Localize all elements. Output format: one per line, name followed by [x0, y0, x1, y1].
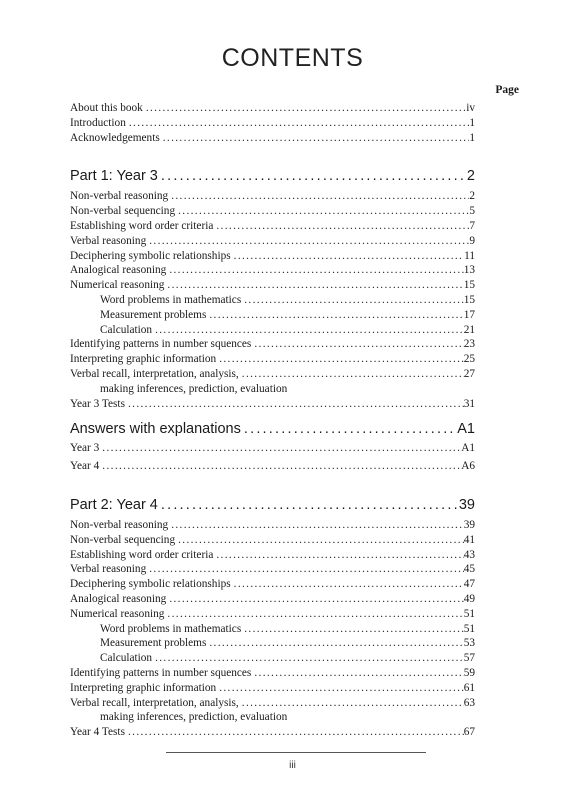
- dot-leader: [216, 548, 463, 563]
- toc-entry-label: Interpreting graphic information: [70, 353, 217, 366]
- toc-entry-page: 23: [463, 338, 475, 351]
- toc-entry[interactable]: [70, 548, 475, 563]
- dot-leader: [169, 263, 463, 278]
- toc-entry-page: 45: [463, 563, 475, 576]
- toc-entry-label: Identifying patterns in number squences: [70, 666, 252, 679]
- dot-leader: [128, 397, 464, 412]
- toc-entry-page: 39: [463, 518, 475, 531]
- toc-entry-page: 25: [463, 353, 475, 366]
- dot-leader: [254, 337, 463, 352]
- toc-entry-page: 5: [469, 205, 475, 218]
- toc-entry[interactable]: [70, 607, 475, 622]
- toc-entry-label: Establishing word order criteria: [70, 219, 214, 232]
- toc-entry-page: 31: [463, 397, 475, 410]
- toc-entry-label: Verbal recall, interpretation, analysis,: [70, 367, 239, 380]
- dot-leader: [244, 419, 457, 439]
- toc-entry-label: Measurement problems: [100, 637, 207, 650]
- dot-leader: [234, 577, 464, 592]
- toc-subentry[interactable]: [70, 308, 475, 323]
- toc-entry-page: 57: [463, 652, 475, 665]
- toc-entry-label: Verbal reasoning: [70, 234, 147, 247]
- toc-entry-label: Interpreting graphic information: [70, 681, 217, 694]
- toc-entry-page: 7: [469, 219, 475, 232]
- toc-entry-label: Deciphering symbolic relationships: [70, 578, 231, 591]
- dot-leader: [161, 495, 459, 515]
- toc-entry-continuation: [70, 710, 475, 725]
- dot-leader: [169, 592, 463, 607]
- dot-leader: [254, 666, 463, 681]
- toc-entry-introduction[interactable]: [70, 116, 475, 131]
- toc-entry[interactable]: [70, 234, 475, 249]
- toc-entry-page: 53: [463, 637, 475, 650]
- toc-entry-label: Numerical reasoning: [70, 607, 165, 620]
- dot-leader: [242, 696, 464, 711]
- dot-leader: [129, 116, 469, 131]
- toc-part-label: Part 2: Year 4: [70, 496, 158, 513]
- toc-entry-label: Analogical reasoning: [70, 264, 167, 277]
- toc-part1-heading[interactable]: [70, 166, 475, 186]
- toc-entry[interactable]: [70, 249, 475, 264]
- toc-entry-label: Analogical reasoning: [70, 592, 167, 605]
- toc-entry-label: Word problems in mathematics: [100, 622, 242, 635]
- dot-leader: [167, 607, 463, 622]
- toc-subentry[interactable]: [70, 293, 475, 308]
- dot-leader: [167, 278, 463, 293]
- toc-part-page: 2: [466, 168, 475, 185]
- toc-entry-label: Non-verbal reasoning: [70, 190, 169, 203]
- table-of-contents: [70, 101, 475, 740]
- toc-entry-page: 49: [463, 592, 475, 605]
- dot-leader: [163, 131, 470, 146]
- toc-entry[interactable]: [70, 681, 475, 696]
- toc-entry-page: 61: [463, 681, 475, 694]
- toc-entry[interactable]: [70, 204, 475, 219]
- toc-entry[interactable]: [70, 696, 475, 711]
- toc-entry-page: A6: [461, 460, 475, 473]
- toc-entry-label: Non-verbal sequencing: [70, 533, 176, 546]
- dot-leader: [209, 308, 463, 323]
- toc-entry-label: Numerical reasoning: [70, 279, 165, 292]
- toc-entry-page: 15: [463, 279, 475, 292]
- toc-entry-label: About this book: [70, 102, 143, 114]
- dot-leader: [149, 562, 463, 577]
- toc-entry[interactable]: [70, 441, 475, 456]
- toc-entry-label: Verbal reasoning: [70, 563, 147, 576]
- toc-part-page: 39: [458, 496, 475, 513]
- toc-entry-page: 59: [463, 666, 475, 679]
- toc-entry[interactable]: [70, 666, 475, 681]
- toc-answers-heading[interactable]: [70, 419, 475, 439]
- toc-entry-page: 9: [469, 234, 475, 247]
- dot-leader: [146, 101, 466, 116]
- toc-entry-page: 21: [463, 323, 475, 336]
- toc-entry[interactable]: [70, 263, 475, 278]
- toc-entry-page: 1: [469, 131, 475, 144]
- dot-leader: [209, 636, 463, 651]
- toc-entry[interactable]: [70, 562, 475, 577]
- dot-leader: [155, 651, 464, 666]
- toc-entry-label: Year 3: [70, 442, 100, 455]
- dot-leader: [161, 166, 467, 186]
- toc-entry-label: Introduction: [70, 116, 126, 129]
- toc-entry-acknowledgements[interactable]: [70, 131, 475, 146]
- toc-subentry[interactable]: [70, 651, 475, 666]
- toc-entry-label: Year 4: [70, 460, 100, 473]
- toc-entry-page: 15: [463, 293, 475, 306]
- toc-entry-page: 2: [469, 190, 475, 203]
- toc-entry-label: Calculation: [100, 323, 153, 336]
- page-title: CONTENTS: [221, 44, 364, 72]
- toc-entry[interactable]: [70, 397, 475, 412]
- toc-entry-label: Non-verbal sequencing: [70, 205, 176, 218]
- toc-entry-label: Verbal recall, interpretation, analysis,: [70, 696, 239, 709]
- toc-entry[interactable]: [70, 367, 475, 382]
- toc-entry[interactable]: [70, 189, 475, 204]
- toc-part-label: Answers with explanations: [70, 421, 241, 438]
- toc-subentry[interactable]: [70, 323, 475, 338]
- dot-leader: [244, 293, 463, 308]
- toc-entry-page: 17: [463, 308, 475, 321]
- toc-entry-page: iv: [466, 102, 475, 114]
- dot-leader: [244, 622, 463, 637]
- footer-page-number: iii: [289, 760, 296, 771]
- dot-leader: [171, 518, 464, 533]
- toc-entry[interactable]: [70, 577, 475, 592]
- toc-subentry[interactable]: [70, 636, 475, 651]
- toc-entry[interactable]: [70, 725, 475, 740]
- toc-entry-label: Deciphering symbolic relationships: [70, 249, 231, 262]
- toc-entry-page: 1: [469, 116, 475, 129]
- dot-leader: [219, 352, 464, 367]
- toc-entry-page: 11: [464, 249, 475, 262]
- toc-entry-label: Calculation: [100, 652, 153, 665]
- toc-entry-about[interactable]: [70, 101, 475, 116]
- dot-leader: [102, 459, 461, 474]
- toc-entry[interactable]: [70, 219, 475, 234]
- toc-entry[interactable]: [70, 352, 475, 367]
- toc-part-label: Part 1: Year 3: [70, 168, 158, 185]
- dot-leader: [216, 219, 469, 234]
- toc-entry-page: 43: [463, 548, 475, 561]
- dot-leader: [102, 441, 461, 456]
- dot-leader: [155, 323, 464, 338]
- dot-leader: [219, 681, 464, 696]
- toc-entry[interactable]: [70, 533, 475, 548]
- toc-entry-label: making inferences, prediction, evaluation: [100, 382, 288, 395]
- toc-subentry[interactable]: [70, 622, 475, 637]
- toc-entry[interactable]: [70, 459, 475, 474]
- toc-entry-page: 13: [463, 264, 475, 277]
- toc-entry-label: Identifying patterns in number squences: [70, 338, 252, 351]
- toc-entry[interactable]: [70, 278, 475, 293]
- toc-entry-page: 47: [463, 578, 475, 591]
- footer-divider: [166, 752, 426, 753]
- toc-entry-page: 67: [463, 726, 475, 739]
- toc-entry[interactable]: [70, 337, 475, 352]
- toc-entry-continuation: [70, 382, 475, 397]
- toc-entry-label: Acknowledgements: [70, 131, 160, 144]
- dot-leader: [242, 367, 464, 382]
- toc-entry-page: 63: [463, 696, 475, 709]
- dot-leader: [178, 204, 469, 219]
- toc-entry-label: Year 3 Tests: [70, 397, 125, 410]
- page-column-heading: Page: [495, 84, 519, 96]
- toc-entry-page: 27: [463, 367, 475, 380]
- toc-entry-label: making inferences, prediction, evaluation: [100, 711, 288, 724]
- toc-entry-label: Measurement problems: [100, 308, 207, 321]
- toc-entry-page: 51: [463, 607, 475, 620]
- toc-entry-label: Year 4 Tests: [70, 726, 125, 739]
- dot-leader: [234, 249, 464, 264]
- toc-entry[interactable]: [70, 518, 475, 533]
- toc-entry-label: Non-verbal reasoning: [70, 518, 169, 531]
- toc-entry-page: 41: [463, 533, 475, 546]
- toc-entry-page: 51: [463, 622, 475, 635]
- dot-leader: [171, 189, 469, 204]
- toc-entry-label: Word problems in mathematics: [100, 293, 242, 306]
- toc-entry[interactable]: [70, 592, 475, 607]
- toc-entry-page: A1: [461, 442, 475, 455]
- toc-entry-label: Establishing word order criteria: [70, 548, 214, 561]
- toc-part2-heading[interactable]: [70, 495, 475, 515]
- dot-leader: [178, 533, 464, 548]
- dot-leader: [128, 725, 464, 740]
- dot-leader: [149, 234, 469, 249]
- toc-part-page: A1: [457, 421, 475, 438]
